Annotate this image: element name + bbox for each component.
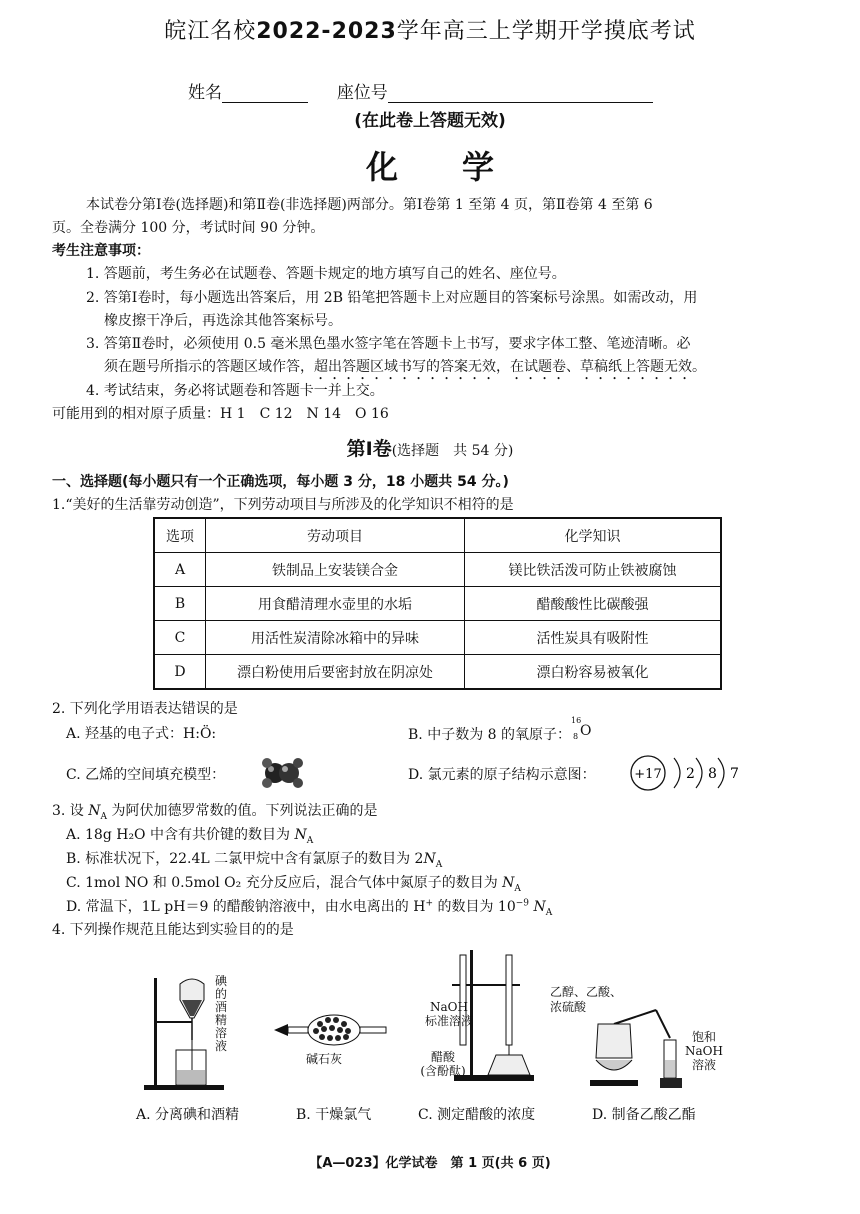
q4-stem: 4. 下列操作规范且能达到实验目的的是 xyxy=(52,922,294,938)
table-header: 选项 xyxy=(154,518,206,553)
section-heading: 一、选择题(每小题只有一个正确选项，每小题 3 分，18 小题共 54 分。) xyxy=(52,474,509,490)
q3-option-c: C. 1mol NO 和 0.5mol O₂ 充分反应后，混合气体中氮原子的数目为 $N_A$ xyxy=(66,875,521,894)
subject-title: 化 学 xyxy=(365,148,494,186)
apparatus-b-label: 碱石灰 xyxy=(306,1052,343,1066)
table-cell: 用活性炭清除冰箱中的异味 xyxy=(206,621,465,655)
table-cell: A xyxy=(154,553,206,587)
isotope-symbol: 16 8 O xyxy=(571,716,592,741)
table-cell: 醋酸酸性比碳酸强 xyxy=(465,587,722,621)
table-row xyxy=(154,655,721,690)
shell-3: 7 xyxy=(730,766,739,782)
q2-stem: 2. 下列化学用语表达错误的是 xyxy=(52,701,238,717)
notice-item-2: 2. 答第Ⅰ卷时，每小题选出答案后，用 2B 铅笔把答题卡上对应题目的答案标号涂黑。如需改动，用 xyxy=(86,290,698,306)
table-header: 劳动项目 xyxy=(206,518,465,553)
q2-option-a: A. 羟基的电子式：H:Ö: xyxy=(66,726,217,742)
table-cell: B xyxy=(154,587,206,621)
q3-option-b: B. 标准状况下，22.4L 二氯甲烷中含有氯原子的数目为 $2N_A$ xyxy=(66,851,443,870)
shell-2: 8 xyxy=(708,766,717,782)
table-cell: 漂白粉使用后要密封放在阴凉处 xyxy=(206,655,465,690)
table-row xyxy=(154,553,721,587)
q3-stem: 3. 设 $N_A$ 为阿伏加德罗常数的值。下列说法正确的是 xyxy=(52,803,378,822)
q2-option-b: B. 中子数为 8 的氧原子： 16 8 O xyxy=(408,716,592,743)
notice-item-2-cont: 橡皮擦干净后，再选涂其他答案标号。 xyxy=(104,313,342,329)
intro-line-1: 本试卷分第Ⅰ卷(选择题)和第Ⅱ卷(非选择题)两部分。第Ⅰ卷第 1 至第 4 页，第Ⅱ卷第 4 至第 6 xyxy=(86,197,653,213)
emphasis-text: 超出答题区域书写的答案无效，在试题卷、草稿纸上答题无效 xyxy=(314,359,692,375)
table-cell: 镁比铁活泼可防止铁被腐蚀 xyxy=(465,553,722,587)
apparatus-c-left-label: NaOH 标准溶液 xyxy=(424,1000,473,1028)
atomic-masses: 可能用到的相对原子质量：H 1 C 12 N 14 O 16 xyxy=(52,406,389,422)
chlorine-atom-diagram xyxy=(626,752,746,794)
table-cell: 漂白粉容易被氧化 xyxy=(465,655,722,690)
table-row xyxy=(154,587,721,621)
apparatus-a-side-label: 碘 的 酒 精 溶 液 xyxy=(214,974,227,1053)
q2-option-c: C. 乙烯的空间填充模型： xyxy=(66,767,226,783)
table-cell: 用食醋清理水壶里的水垢 xyxy=(206,587,465,621)
section-title: 第Ⅰ卷(选择题 共 54 分) xyxy=(346,438,514,460)
exam-title: 皖江名校2022-2023学年高三上学期开学摸底考试 xyxy=(164,19,696,44)
notice-heading: 考生注意事项： xyxy=(52,243,150,259)
nucleus-charge: +17 xyxy=(634,767,662,782)
name-field xyxy=(188,78,653,103)
table-cell: D xyxy=(154,655,206,690)
notice-item-3: 3. 答第Ⅱ卷时，必须使用 0.5 毫米黑色墨水签字笔在答题卡上书写，要求字体工整、笔迹清晰。必 xyxy=(86,336,691,352)
apparatus-d-reagents-label: 乙醇、乙酸、 浓硫酸 xyxy=(550,985,623,1014)
caption-b: B. 干燥氯气 xyxy=(296,1107,372,1123)
q1-stem: 1.“美好的生活靠劳动创造”，下列劳动项目与所涉及的化学知识不相符的是 xyxy=(52,497,514,513)
notice-item-4: 4. 考试结束，务必将试题卷和答题卡一并上交。 xyxy=(86,383,384,399)
caption-c: C. 测定醋酸的浓度 xyxy=(418,1107,536,1123)
notice-item-1: 1. 答题前，考生务必在试题卷、答题卡规定的地方填写自己的姓名、座位号。 xyxy=(86,266,566,282)
apparatus-c-bottom-label: 醋酸 (含酚酞) xyxy=(420,1050,466,1078)
table-header-row xyxy=(154,518,721,553)
shell-1: 2 xyxy=(686,766,695,782)
apparatus-d-solution-label: 饱和 NaOH 溶液 xyxy=(685,1030,723,1072)
table-row xyxy=(154,621,721,655)
hydroxyl-formula: H:Ö: xyxy=(183,726,217,742)
table-cell: 铁制品上安装镁合金 xyxy=(206,553,465,587)
notice-item-3-cont: 须在题号所指示的答题区域作答，超出答题区域书写的答案无效，在试题卷、草稿纸上答题无效。 xyxy=(104,359,706,375)
q2-option-d: D. 氯元素的原子结构示意图： xyxy=(408,767,596,783)
q3-option-d: D. 常温下，1L pH＝9 的醋酸钠溶液中，由水电离出的 H+ 的数目为 $10^{-9}$ $N_A$ xyxy=(66,898,553,918)
intro-line-2: 页。全卷满分 100 分，考试时间 90 分钟。 xyxy=(52,220,325,236)
table-header: 化学知识 xyxy=(465,518,722,553)
caption-d: D. 制备乙酸乙酯 xyxy=(592,1107,696,1123)
seat-label: 座位号 xyxy=(336,83,388,103)
caption-a: A. 分离碘和酒精 xyxy=(136,1107,240,1123)
name-label: 姓名 xyxy=(188,83,222,103)
ethylene-model-image xyxy=(262,757,304,789)
invalid-note: (在此卷上答题无效) xyxy=(354,111,506,131)
table-cell: 活性炭具有吸附性 xyxy=(465,621,722,655)
table-cell: C xyxy=(154,621,206,655)
q1-table xyxy=(153,517,722,690)
q3-option-a: A. 18g H₂O 中含有共价键的数目为 $N_A$ xyxy=(66,827,314,846)
apparatus-b-image xyxy=(272,1010,392,1050)
page-footer: 【A—023】化学试卷 第 1 页(共 6 页) xyxy=(309,1156,551,1171)
